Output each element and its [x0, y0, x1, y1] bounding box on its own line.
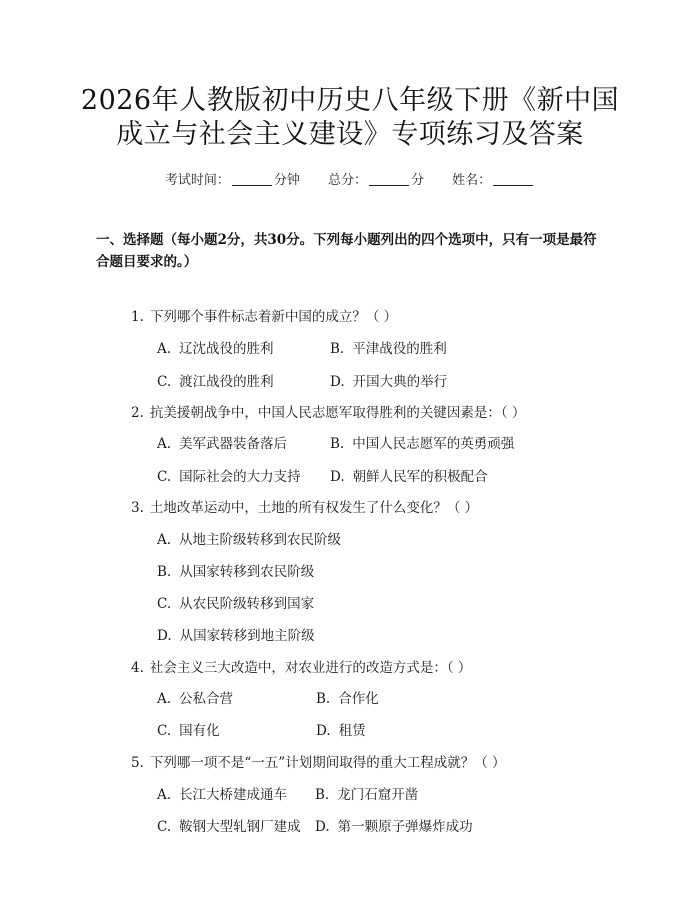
question-1-option-a[interactable] — [157, 340, 274, 358]
option-text: 公私合营 — [179, 691, 234, 707]
question-3 — [131, 499, 478, 517]
question-4 — [131, 659, 471, 677]
exam-score — [328, 169, 424, 188]
question-number: 4. — [131, 660, 144, 676]
option-letter: D. — [315, 819, 330, 835]
option-text: 从国家转移到农民阶级 — [179, 564, 315, 580]
question-2-option-c[interactable] — [157, 468, 301, 486]
option-text: 龙门石窟开凿 — [337, 787, 419, 803]
option-text: 国际社会的大力支持 — [179, 469, 301, 485]
option-letter: B. — [315, 787, 330, 803]
exam-meta — [0, 169, 700, 188]
exam-title-line-2: 成立与社会主义建设》专项练习及答案 — [116, 119, 584, 150]
option-text: 开国大典的举行 — [352, 374, 448, 390]
exam-score-blank[interactable] — [369, 172, 409, 186]
exam-time-label: 考试时间： — [164, 173, 230, 188]
exam-name-label: 姓名： — [452, 173, 492, 188]
question-2-option-b[interactable] — [330, 435, 514, 453]
question-2-option-a[interactable] — [157, 435, 287, 453]
question-5-option-c[interactable] — [157, 818, 301, 836]
option-letter: D. — [157, 628, 172, 644]
exam-time — [165, 169, 300, 188]
question-4-option-b[interactable] — [316, 690, 379, 708]
question-5-option-d[interactable] — [315, 818, 473, 836]
exam-score-label: 总分： — [327, 173, 367, 188]
question-1 — [131, 308, 397, 326]
question-1-option-d[interactable] — [330, 373, 447, 391]
option-letter: C. — [157, 596, 172, 612]
question-text: 抗美援朝战争中，中国人民志愿军取得胜利的关键因素是：（ ） — [149, 405, 526, 421]
question-2 — [131, 404, 525, 422]
question-number: 2. — [131, 405, 144, 421]
question-3-option-b[interactable] — [157, 563, 314, 581]
question-4-option-a[interactable] — [157, 690, 233, 708]
question-text: 下列哪一项不是“一五”计划期间取得的重大工程成就？（ ） — [149, 755, 506, 771]
question-1-option-c[interactable] — [157, 373, 274, 391]
exam-name — [452, 169, 535, 188]
question-5-option-b[interactable] — [315, 786, 418, 804]
option-text: 美军武器装备落后 — [179, 436, 288, 452]
question-5-option-a[interactable] — [157, 786, 287, 804]
option-text: 从地主阶级转移到农民阶级 — [179, 532, 342, 548]
question-5 — [131, 754, 505, 772]
option-text: 平津战役的胜利 — [352, 341, 447, 357]
exam-title-line-1: 2026年人教版初中历史八年级下册《新中国 — [80, 85, 620, 116]
question-4-option-c[interactable] — [157, 722, 220, 740]
question-3-option-c[interactable] — [157, 595, 314, 613]
question-number: 3. — [131, 500, 144, 516]
option-text: 渡江战役的胜利 — [179, 374, 274, 390]
question-text: 社会主义三大改造中，对农业进行的改造方式是：（ ） — [149, 660, 472, 676]
option-text: 租赁 — [338, 723, 366, 739]
option-text: 辽沈战役的胜利 — [179, 341, 274, 357]
option-letter: B. — [330, 341, 345, 357]
option-letter: A. — [157, 341, 172, 357]
option-letter: A. — [157, 436, 172, 452]
question-1-option-b[interactable] — [330, 340, 447, 358]
exam-time-unit: 分钟 — [273, 173, 300, 188]
exam-name-blank[interactable] — [493, 172, 533, 186]
question-number: 5. — [131, 755, 144, 771]
question-number: 1. — [131, 309, 144, 325]
option-text: 合作化 — [338, 691, 379, 707]
option-text: 从农民阶级转移到国家 — [179, 596, 315, 612]
option-text: 第一颗原子弹爆炸成功 — [337, 819, 473, 835]
exam-time-blank[interactable] — [232, 172, 272, 186]
question-3-option-d[interactable] — [157, 627, 315, 645]
question-2-option-d[interactable] — [330, 468, 488, 486]
option-letter: A. — [157, 787, 172, 803]
exam-score-unit: 分 — [411, 173, 425, 188]
option-text: 国有化 — [179, 723, 220, 739]
option-letter: D. — [330, 374, 345, 390]
question-4-option-d[interactable] — [316, 722, 366, 740]
option-letter: C. — [157, 469, 172, 485]
option-letter: D. — [316, 723, 331, 739]
question-3-option-a[interactable] — [157, 531, 341, 549]
option-text: 鞍钢大型轧钢厂建成 — [179, 819, 301, 835]
option-text: 长江大桥建成通车 — [179, 787, 288, 803]
option-text: 朝鲜人民军的积极配合 — [352, 469, 488, 485]
option-letter: C. — [157, 819, 172, 835]
option-letter: B. — [330, 436, 345, 452]
option-letter: A. — [157, 532, 172, 548]
question-text: 下列哪个事件标志着新中国的成立？（ ） — [149, 309, 398, 325]
section-heading: 一、选择题（每小题2分，共30分。下列每小题列出的四个选项中，只有一项是最符合题目要求的。） — [96, 232, 597, 270]
option-letter: B. — [157, 564, 172, 580]
option-letter: D. — [330, 469, 345, 485]
option-letter: B. — [316, 691, 331, 707]
option-letter: C. — [157, 723, 172, 739]
option-letter: C. — [157, 374, 172, 390]
option-letter: A. — [157, 691, 172, 707]
option-text: 从国家转移到地主阶级 — [179, 628, 315, 644]
option-text: 中国人民志愿军的英勇顽强 — [352, 436, 515, 452]
question-text: 土地改革运动中，土地的所有权发生了什么变化？（ ） — [149, 500, 479, 516]
